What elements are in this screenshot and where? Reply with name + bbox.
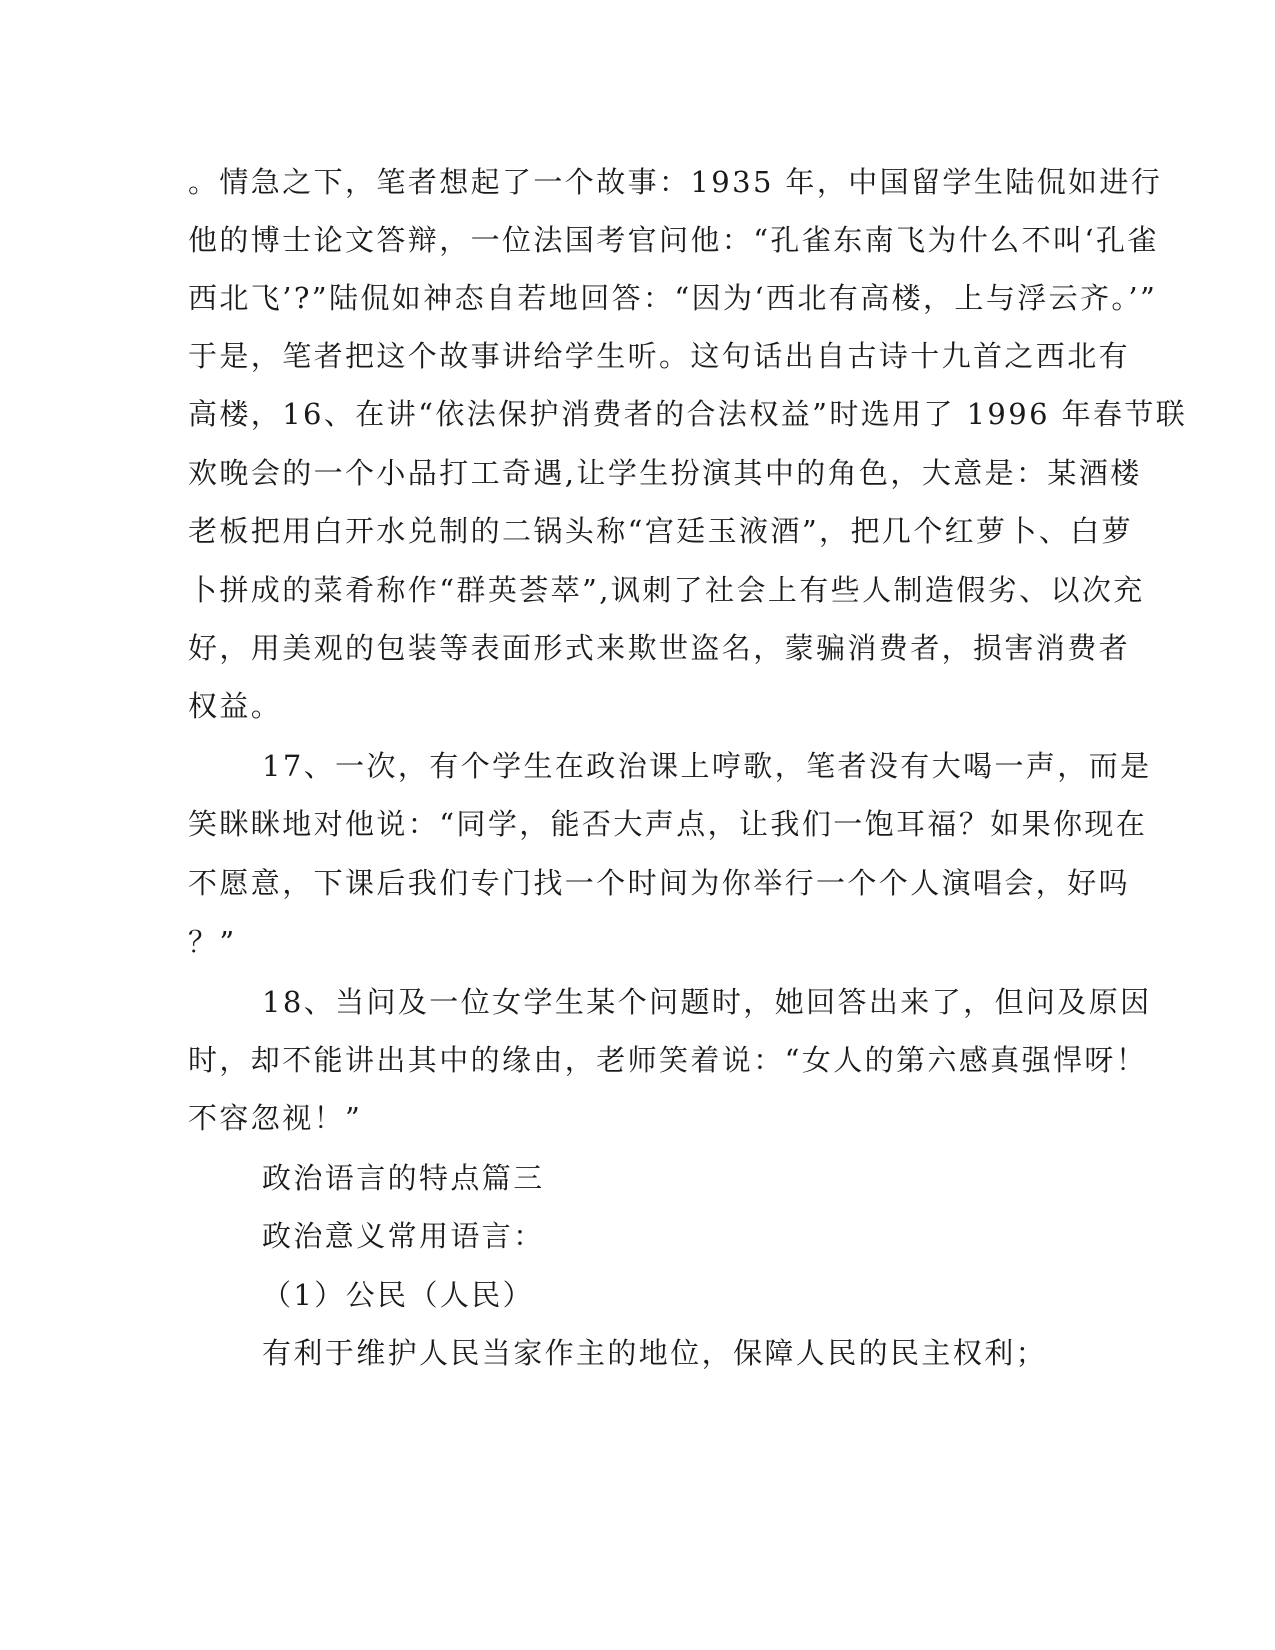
list-item-heading: （1）公民（人民） xyxy=(262,1278,535,1312)
paragraph-line: 他的博士论文答辩，一位法国考官问他：“孔雀东南飞为什么不叫‘孔雀 xyxy=(188,223,1159,257)
paragraph-line: 卜拼成的菜肴称作“群英荟萃”,讽刺了社会上有些人制造假劣、以次充 xyxy=(188,573,1145,607)
paragraph-line: 17、一次，有个学生在政治课上哼歌，笔者没有大喝一声，而是 xyxy=(262,749,1152,783)
paragraph-line: 不容忽视！” xyxy=(188,1101,363,1135)
paragraph-line: ？” xyxy=(188,925,237,959)
paragraph-line: 高楼，16、在讲“依法保护消费者的合法权益”时选用了 1996 年春节联 xyxy=(188,397,1188,431)
paragraph-line: 于是，笔者把这个故事讲给学生听。这句话出自古诗十九首之西北有 xyxy=(188,339,1131,373)
subheading: 政治意义常用语言： xyxy=(262,1219,545,1253)
paragraph-line: 。情急之下，笔者想起了一个故事：1935 年，中国留学生陆侃如进行 xyxy=(188,165,1163,199)
paragraph-line: 笑眯眯地对他说：“同学，能否大声点，让我们一饱耳福？如果你现在 xyxy=(188,807,1148,841)
paragraph-line: 18、当问及一位女学生某个问题时，她回答出来了，但问及原因 xyxy=(262,985,1152,1019)
paragraph-line: 权益。 xyxy=(188,689,283,723)
paragraph-line: 好，用美观的包装等表面形式来欺世盗名，蒙骗消费者，损害消费者 xyxy=(188,631,1131,665)
paragraph-line: 西北飞’?”陆侃如神态自若地回答：“因为‘西北有高楼，上与浮云齐。’” xyxy=(188,281,1158,315)
paragraph-line: 欢晚会的一个小品打工奇遇,让学生扮演其中的角色，大意是：某酒楼 xyxy=(188,456,1142,490)
paragraph-line: 有利于维护人民当家作主的地位，保障人民的民主权利； xyxy=(262,1336,1048,1370)
paragraph-line: 时，却不能讲出其中的缘由，老师笑着说：“女人的第六感真强悍呀！ xyxy=(188,1043,1148,1077)
section-heading: 政治语言的特点篇三 xyxy=(262,1161,545,1195)
paragraph-line: 不愿意，下课后我们专门找一个时间为你举行一个个人演唱会，好吗 xyxy=(188,866,1131,900)
paragraph-line: 老板把用白开水兑制的二锅头称“宫廷玉液酒”，把几个红萝卜、白萝 xyxy=(188,514,1134,548)
